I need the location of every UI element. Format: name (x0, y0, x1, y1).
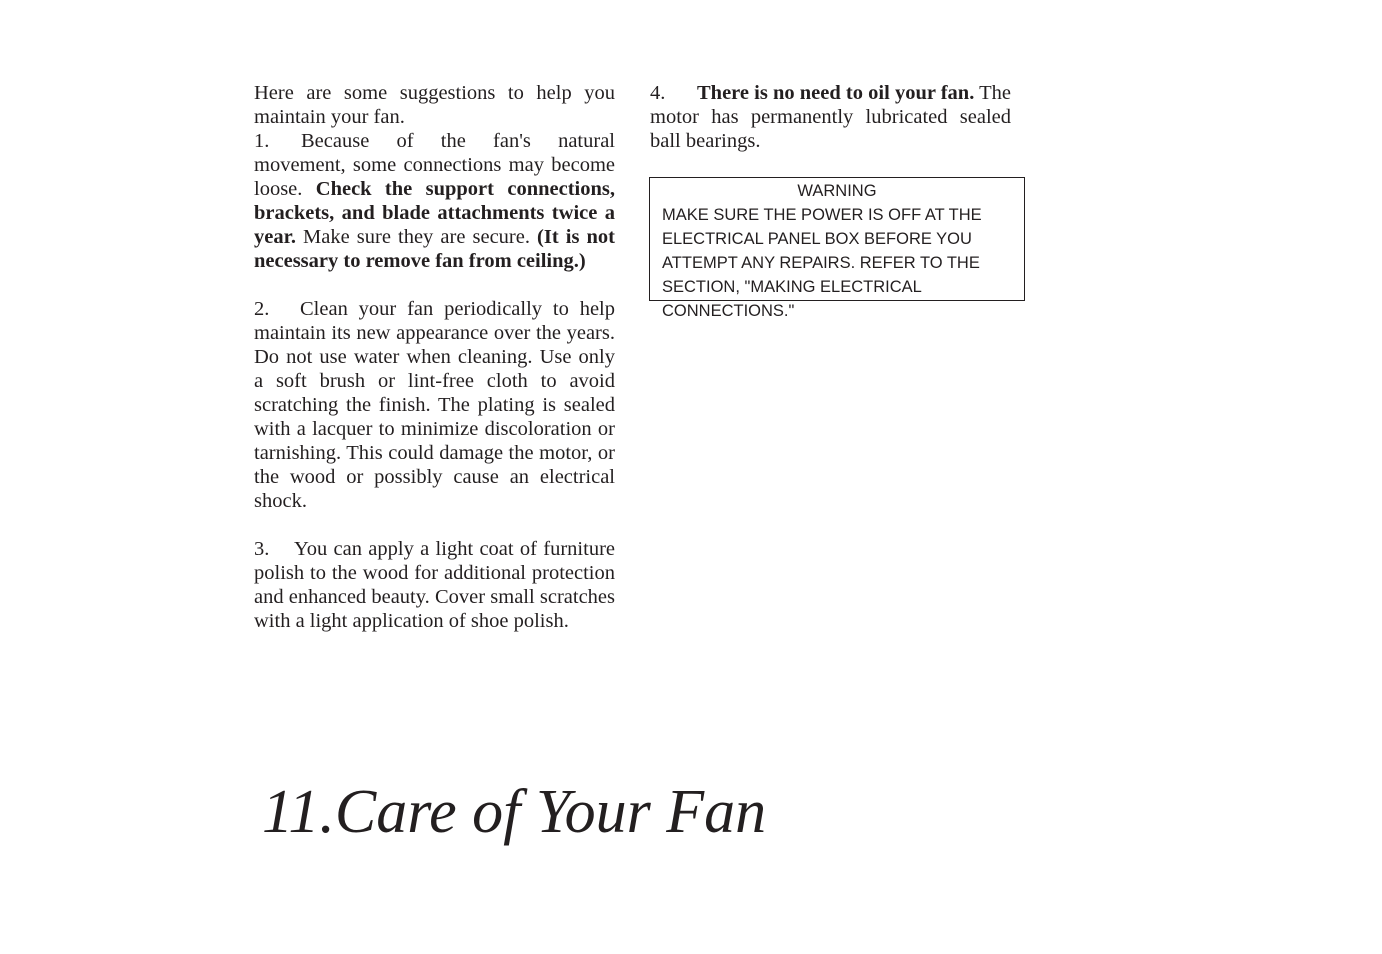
right-column (650, 81, 1011, 153)
item-3-text: You can apply a light coat of furniture polish to the wood for additional protection and enhanced beauty. Cover small scratches with a light application of shoe polish. (254, 538, 615, 632)
item-2-text: Clean your fan periodically to help maintain its new appearance over the years. Do not use water when cleaning. Use only a soft brush or lint-free cloth to avoid scratching the finish. The plating is sealed with a lacquer to minimize discoloration or tarnishing. This could damage the motor, or the wood or possibly cause an electrical shock. (254, 298, 615, 512)
intro-paragraph: Here are some suggestions to help you maintain your fan. (254, 82, 615, 128)
section-title: 11.Care of Your Fan (262, 778, 767, 846)
warning-title: WARNING (797, 182, 877, 200)
item-1-bold-a: Check the support connections, brackets, and blade attachments twice a year. (254, 178, 615, 248)
item-4-bold: There is no need to oil your fan. (697, 82, 975, 104)
item-1-text-b: Make sure they are secure. (295, 226, 538, 248)
item-1-text-a: Because of the fan's natural movement, some connections may become loose. (254, 130, 615, 200)
warning-box (649, 177, 1025, 320)
left-column (254, 81, 615, 633)
item-3-number: 3. (254, 538, 270, 560)
item-2-number: 2. (254, 298, 270, 320)
item-1-number: 1. (254, 130, 270, 152)
warning-text: MAKE SURE THE POWER IS OFF AT THE ELECTRICAL PANEL BOX BEFORE YOU ATTEMPT ANY REPAIRS. REFER TO THE SECTION, "MAKING ELECTRICAL CONNECTIONS." (662, 206, 982, 320)
item-4 (650, 81, 1011, 153)
item-4-number: 4. (650, 82, 666, 104)
paragraph-gap (254, 513, 615, 537)
item-3 (254, 537, 615, 633)
paragraph-gap (254, 273, 615, 297)
item-1-bold-b: (It is not necessary to remove fan from ceiling.) (254, 226, 615, 272)
item-1 (254, 129, 615, 273)
item-2 (254, 297, 615, 513)
item-4-text: The motor has permanently lubricated sealed ball bearings. (650, 82, 1011, 152)
